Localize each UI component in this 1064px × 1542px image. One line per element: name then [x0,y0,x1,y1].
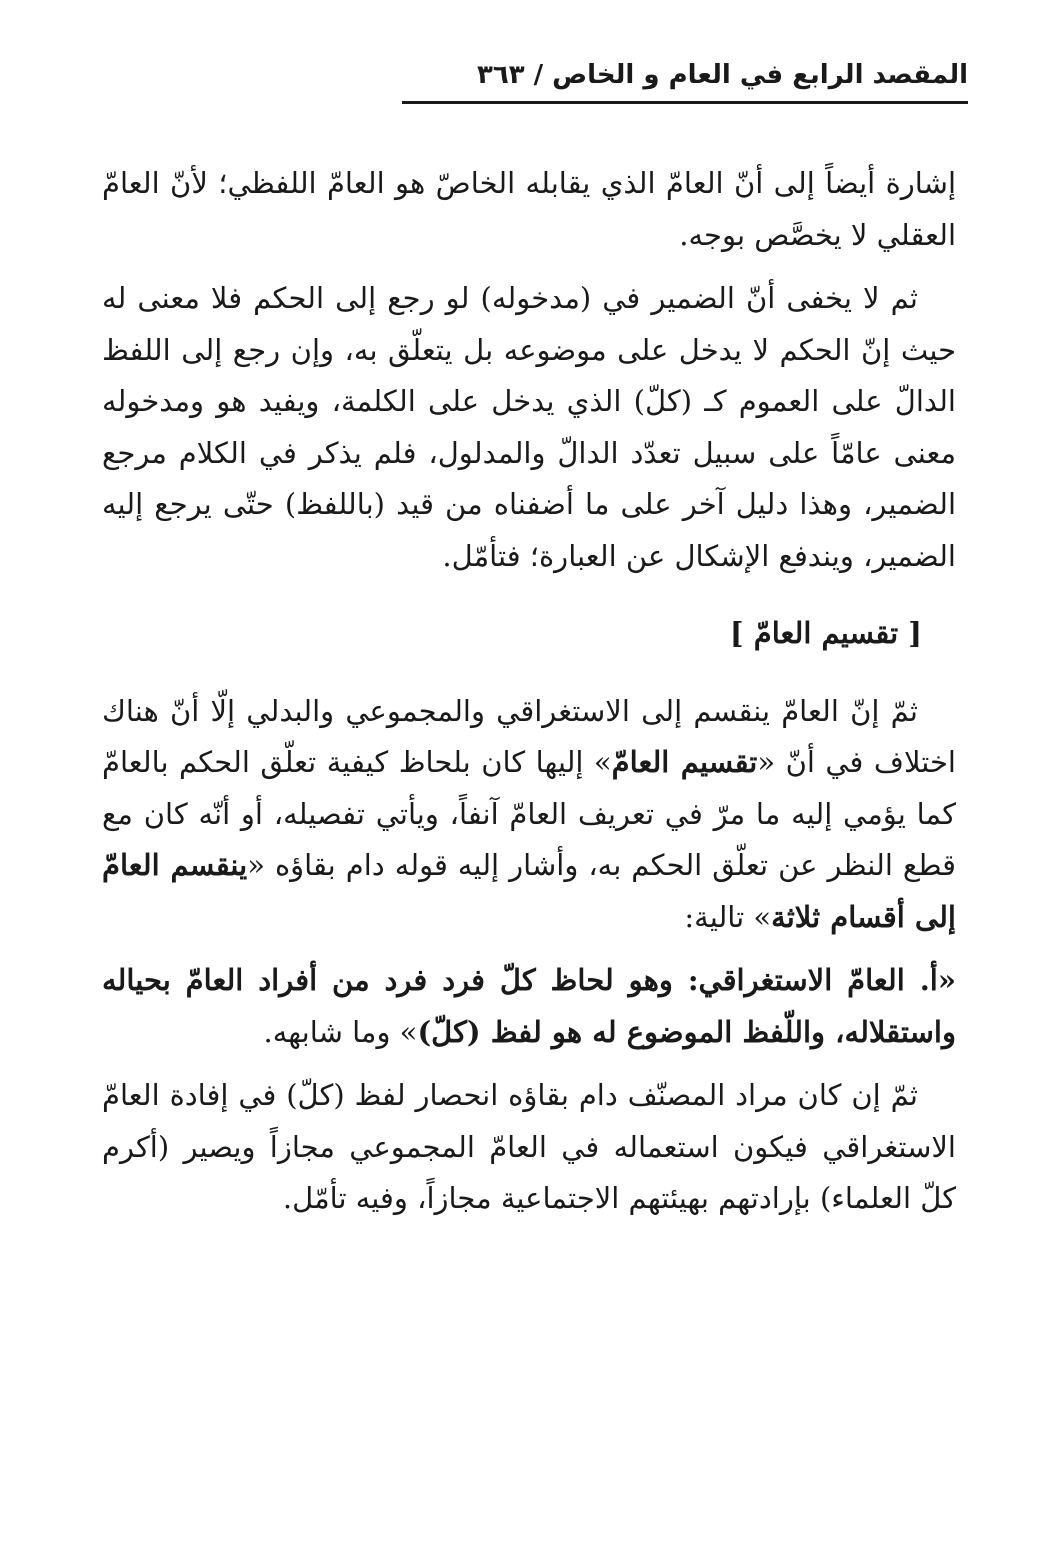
paragraph-quote [102,955,956,1058]
page-body [102,158,956,1225]
quote-bold-text: أ. العامّ الاستغراقي: وهو لحاظ كلّ فرد فرد من أفراد العامّ بحياله واستقلاله، واللّفظ الموضوع له هو لفظ (كلّ) [102,963,956,1049]
quote-open-mark: « [937,963,956,997]
page-bottom-margin [102,1400,956,1500]
section-heading: [ تقسيم العامّ ] [729,616,922,650]
quote-close-text: » وما شابهه. [263,1014,418,1049]
paragraph-division [102,686,956,944]
paragraph-intro: إشارة أيضاً إلى أنّ العامّ الذي يقابله الخاصّ هو العامّ اللفظي؛ لأنّ العامّ العقلي لا يخصَّص بوجه. [102,166,956,252]
division-text-2: » إليها كان بلحاظ كيفية تعلّق الحكم بالعامّ كما يؤمي إليه ما مرّ في تعريف العامّ آنفاً، ويأتي تفصيله، أو أنّه كان مع قطع النظر عن تعلّق الحكم به، وأشار إليه قوله دام بقاؤه « [102,745,957,882]
paragraph-pronoun: ثم لا يخفى أنّ الضمير في (مدخوله) لو رجع إلى الحكم فلا معنى له حيث إنّ الحكم لا يدخل على موضوعه بل يتعلّق به، وإن رجع إلى اللفظ الدالّ على العموم كـ (كلّ) الذي يدخل على الكلمة، ويفيد هو ومدخوله معنى عامّاً على سبيل تعدّد الدالّ والمدلول، فلم يذكر في الكلام مرجع الضمير، وهذا دليل آخر على ما أضفناه من قيد (باللفظ) حتّى يرجع إليه الضمير، ويندفع الإشكال عن العبارة؛ فتأمّل. [102,281,956,573]
header-rule [402,101,968,104]
division-text-3: » تالية: [684,899,772,934]
division-bold-2: ينقسم العامّ إلى أقسام ثلاثة [102,848,956,934]
division-bold-1: تقسيم العامّ [611,745,758,779]
division-text-1: ثمّ إنّ العامّ ينقسم إلى الاستغراقي والمجموعي والبدلي إلّا أنّ هناك اختلاف في أنّ « [102,693,956,779]
paragraph-final: ثمّ إن كان مراد المصنّف دام بقاؤه انحصار لفظ (كلّ) في إفادة العامّ الاستغراقي فيكون استعماله في العامّ المجموعي مجازاً ويصير (أكرم كلّ العلماء) بإرادتهم بهيئتهم الاجتماعية مجازاً، وفيه تأمّل. [102,1078,956,1215]
running-header: المقصد الرابع في العام و الخاص / ٣٦٣ [476,60,968,90]
